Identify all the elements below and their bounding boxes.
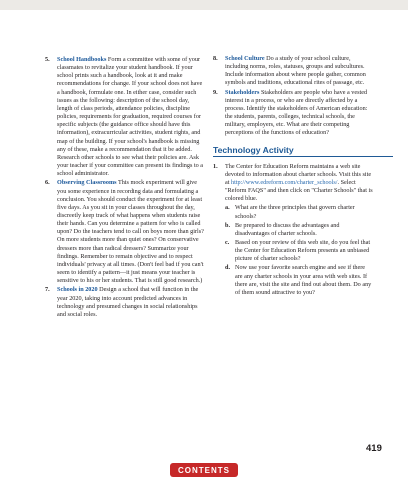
header-rule <box>213 156 393 157</box>
item-number: 1. <box>213 162 218 170</box>
list-item <box>45 286 205 319</box>
subitem-text: Now use your favorite search engine and see if there are any charter schools in your area with web sites. If there are, visit the site and find out about them. Do any of them sound attractive to you? <box>235 264 372 296</box>
subitem-letter: a. <box>225 204 230 212</box>
item-body <box>57 56 205 178</box>
item-number: 7. <box>45 286 50 294</box>
subitem-text: What are the three principles that govern charter schools? <box>235 204 355 220</box>
item-body <box>225 55 373 88</box>
contents-button[interactable]: CONTENTS <box>170 463 238 477</box>
item-body <box>57 286 205 319</box>
item-number: 5. <box>45 56 50 63</box>
item-term: Stakeholders <box>225 88 260 96</box>
list-item <box>45 179 205 285</box>
item-text: Stakeholders are people who have a vested interest in a process, or who are directly affected by a process. Identify the stakeholders of American education: the students, parents, colleges, technical schools, the military, employers, etc. What are their competing perceptions of the functions of education? <box>225 88 368 137</box>
subitem-letter: d. <box>225 264 230 272</box>
item-number: 9. <box>213 88 218 96</box>
item-body <box>225 89 373 138</box>
list-item <box>213 55 373 88</box>
item-text: Form a committee with some of your classmates to revitalize your student handbook. If your school prints such a handbook, look at it and make recommendations for change. If your school does not have a handbook, formulate one. In either case, consider such issues as the following: description of the school day, length of class periods, attendance policies, discipline policies, requirements for graduation, required courses for specific subjects (the guidance office should have this information), extracurricular activities, student rights, and map of the building. If your school's handbook is missing any of these, make a recommendation that it be added. Research other schools to see what their policies are. Ask your teacher if your committee can present its findings to a school administrator. <box>57 56 204 178</box>
item-term: School Handbooks <box>57 56 107 63</box>
item-text: Do a study of your school culture, including norms, roles, statuses, groups and subcultures. Include information about where people gather, common symbols and traditions, educational rites of passage, etc. <box>225 55 366 87</box>
activity-subitem <box>225 239 373 263</box>
item-number: 8. <box>213 55 218 62</box>
item-text: This mock experiment will give you some experience in recording data and formulating a conclusion. You should conduct the experiment for at least five days. As you sit in your classes throughout the day, discreetly keep track of what happens when students raise their hands. Can you determine a pattern for who is called upon? Do the teachers tend to call on boys more than girls? On more students more than quiet ones? On conservative dressers more than radical dressers? Summarize your findings. Remember to remain objective and to respect individuals' privacy at all times. (Don't feel bad if you can't seem to identify a pattern—it just means your teacher is sensitive to his or her students. That is still good research.) <box>57 179 204 285</box>
activity-subitem <box>225 264 373 297</box>
technology-activity-title: Technology Activity <box>213 144 294 155</box>
intro-text-continued: . Select "Reform FAQS" and then click on "Charter Schools" that is colored blue. <box>225 178 373 203</box>
item-text: Design a school that will function in the year 2020, taking into account predicted advances in technology and presumed changes in social relationships and social roles. <box>57 286 199 318</box>
left-column <box>45 56 205 320</box>
item-term: Schools in 2020 <box>57 286 98 294</box>
subitem-letter: c. <box>225 238 230 246</box>
top-margin-strip <box>0 0 408 10</box>
item-number: 6. <box>45 179 50 187</box>
technology-activity-header <box>213 144 373 157</box>
list-item <box>213 89 373 138</box>
right-column <box>213 55 373 298</box>
subitem-text: Based on your review of this web site, do you feel that the Center for Education Reform presents an unbiased picture of charter schools? <box>235 238 371 263</box>
activity-subitem <box>225 222 373 238</box>
item-term: School Culture <box>225 55 265 62</box>
intro-text: The Center for Education Reform maintains a web site devoted to information about charter schools. Visit this site at <box>225 162 372 186</box>
page-number: 419 <box>366 443 382 454</box>
item-body <box>57 179 205 285</box>
activity-subitem <box>225 204 373 220</box>
list-item <box>45 56 205 178</box>
activity-intro <box>225 163 373 204</box>
web-link[interactable]: http://www.edreform.com/charter_schools/ <box>231 178 338 186</box>
item-term: Observing Classrooms <box>57 179 117 187</box>
subitem-letter: b. <box>225 221 230 229</box>
subitem-text: Be prepared to discuss the advantages and disadvantages of charter schools. <box>235 221 340 237</box>
activity-item <box>213 163 373 298</box>
